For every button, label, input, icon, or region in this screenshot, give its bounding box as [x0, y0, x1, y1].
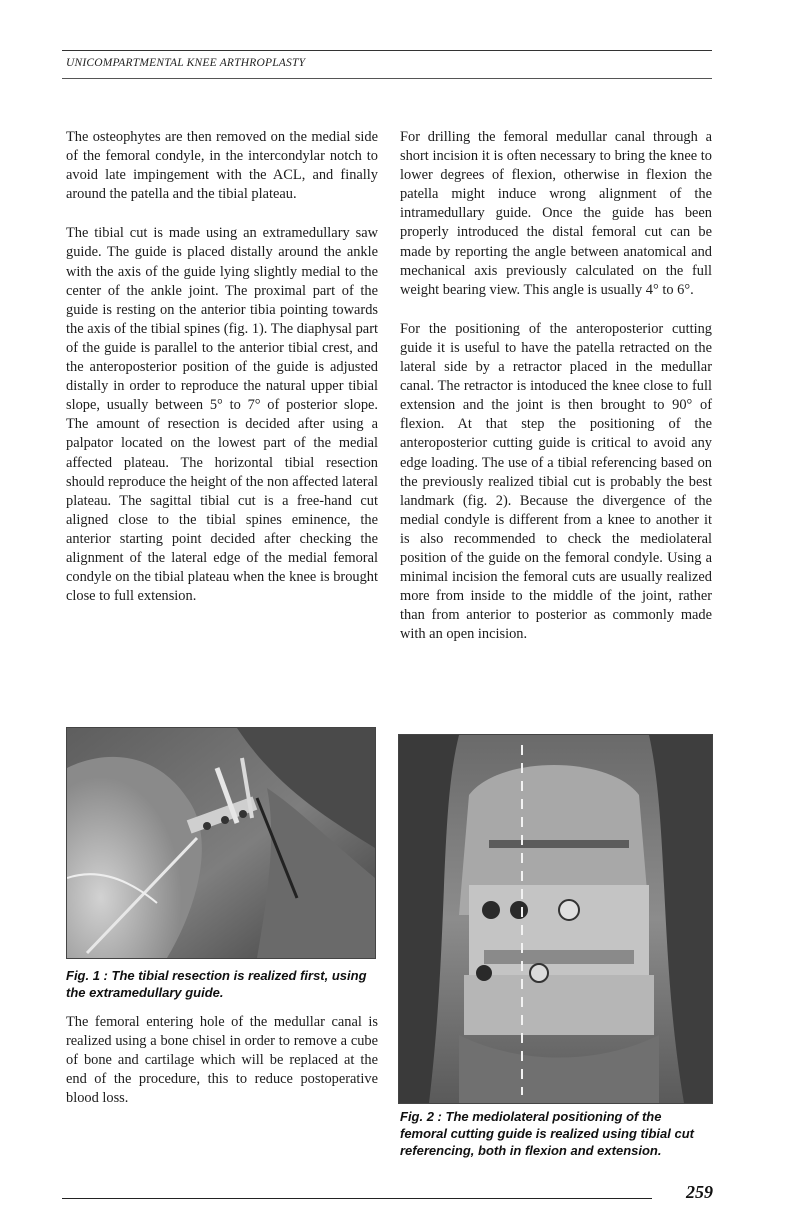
figure-2-photo	[398, 734, 713, 1104]
left-column	[66, 128, 378, 626]
left-column-bottom	[66, 1013, 378, 1128]
figure-2-caption: Fig. 2 : The mediolateral positioning of the femoral cutting guide is realized using tibial cut referencing, both in flexion and extension.	[400, 1109, 694, 1158]
left-paragraph-1: The osteophytes are then removed on the medial side of the femoral condyle, in the intercondylar notch to avoid late impingement with the ACL, and finally around the patella and the tibial plateau.	[66, 129, 378, 203]
figure-1-photo	[66, 727, 376, 959]
running-head: UNICOMPARTMENTAL KNEE ARTHROPLASTY	[66, 57, 306, 69]
footer-rule	[62, 1198, 652, 1199]
page-number: 259	[686, 1182, 713, 1202]
right-paragraph-1: For drilling the femoral medullar canal through a short incision it is often necessary to bring the knee to lower degrees of flexion, otherwise in flexion the patella might induce wrong alignment of the intramedullary guide. Once the guide has been properly introduced the distal femoral cut can be made by reporting the angle between anatomical and mechanical axis previously calculated on the full weight bearing view. This angle is usually 4° to 6°.	[400, 129, 712, 298]
figure-1-caption: Fig. 1 : The tibial resection is realized first, using the extramedullary guide.	[66, 968, 367, 1000]
right-paragraph-2: For the positioning of the anteroposterior cutting guide it is useful to have the patella retracted on the lateral side by a retractor placed in the medullar canal. The retractor is intoduced the knee close to full extension and the joint is then brought to 90° of flexion. At that step the positioning of the anteroposterior cutting guide is critical to avoid any edge loading. The use of a tibial referencing based on the previously realized tibial cut is probably the best landmark (fig. 2). Because the divergence of the medial condyle is different from a knee to another it is also recommended to check the mediolateral position of the guide on the femoral condyle. Using a minimal incision the femoral cuts are usually realized more from inside to the middle of the joint, rather than from anterior to posterior as commonly made with an open incision.	[400, 320, 712, 643]
left-paragraph-3: The femoral entering hole of the medullar canal is realized using a bone chisel in order to remove a cube of bone and cartilage which will be replaced at the end of the procedure, this to reduce postoperative blood loss.	[66, 1014, 378, 1107]
right-column	[400, 128, 712, 664]
left-paragraph-2: The tibial cut is made using an extramedullary saw guide. The guide is placed distally around the ankle with the axis of the guide lying slightly medial to the center of the ankle joint. The proximal part of the guide is resting on the anterior tibia pointing towards the axis of the tibial spines (fig. 1). The diaphysal part of the guide is parallel to the anterior tibial crest, and the anteroposterior position of the guide is adjusted distally in order to reproduce the natural upper tibial slope, usually between 5° to 7° of posterior slope. The amount of resection is decided after using a palpator located on the lowest part of the medial affected plateau. The horizontal tibial resection should reproduce the height of the non affected lateral plateau. The sagittal tibial cut is a free-hand cut aligned close to the tibial spines eminence, the anterior starting point decided after checking the alignment of the lateral edge of the medial femoral condyle on the tibial plateau when the knee is brought close to full extension.	[66, 225, 378, 605]
header-rule-top	[62, 50, 712, 51]
header-rule-bottom	[62, 78, 712, 79]
